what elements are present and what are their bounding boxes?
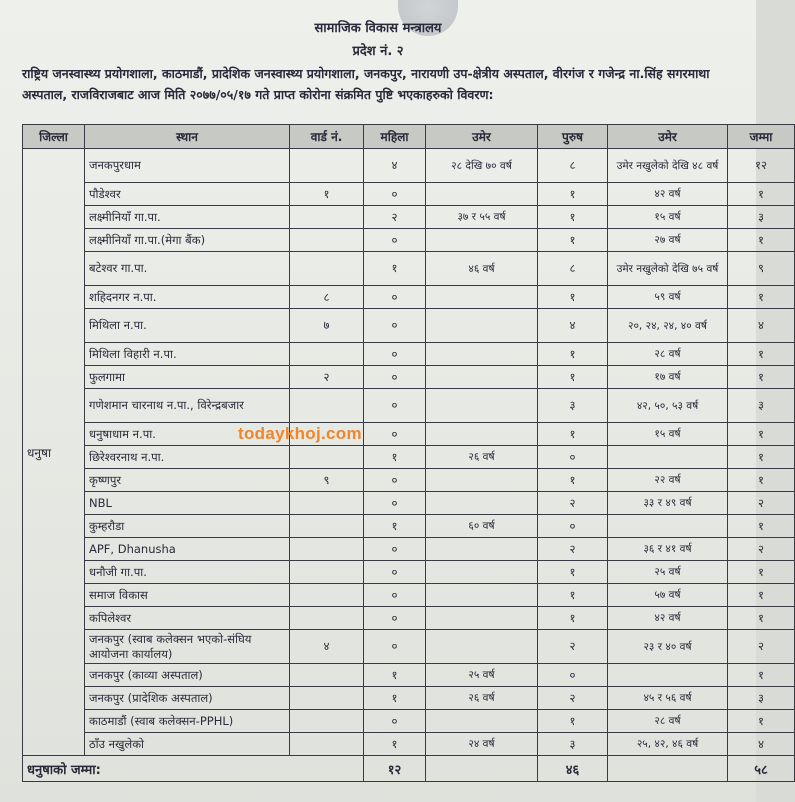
table-row: [23, 229, 795, 252]
total-cell: १: [728, 366, 795, 389]
female-count-cell: ०: [364, 607, 426, 630]
female-age-cell: [426, 423, 538, 446]
male-age-cell: २२ वर्ष: [608, 469, 728, 492]
ward-cell: [290, 561, 364, 584]
table-row: [23, 630, 795, 664]
male-age-cell: २०, २४, २४, ४० वर्ष: [608, 309, 728, 343]
female-count-cell: ०: [364, 584, 426, 607]
total-cell: ९: [728, 252, 795, 286]
place-cell: जनकपुर (प्रादेशिक अस्पताल): [85, 687, 290, 710]
table-row: [23, 469, 795, 492]
female-count-cell: ०: [364, 423, 426, 446]
ward-cell: [290, 515, 364, 538]
total-cell: ३: [728, 389, 795, 423]
female-age-cell: [426, 366, 538, 389]
male-age-cell: उमेर नखुलेको देखि ७५ वर्ष: [608, 252, 728, 286]
col-female-age: उमेर: [426, 125, 538, 149]
place-cell: काठमाडौं (स्वाब कलेक्सन-PPHL): [85, 710, 290, 733]
ward-cell: [290, 446, 364, 469]
table-row: [23, 286, 795, 309]
male-age-cell: २३ र ४० वर्ष: [608, 630, 728, 664]
table-row: [23, 607, 795, 630]
female-age-cell: २६ वर्ष: [426, 687, 538, 710]
total-male: ४६: [538, 756, 608, 782]
table-row: [23, 492, 795, 515]
table-row: [23, 366, 795, 389]
female-count-cell: ०: [364, 229, 426, 252]
ward-cell: [290, 710, 364, 733]
place-cell: बटेश्वर गा.पा.: [85, 252, 290, 286]
female-count-cell: ०: [364, 183, 426, 206]
male-age-cell: ५९ वर्ष: [608, 286, 728, 309]
male-age-cell: २८ वर्ष: [608, 710, 728, 733]
female-age-cell: [426, 229, 538, 252]
place-cell: कुम्हरौडा: [85, 515, 290, 538]
total-cell: ३: [728, 687, 795, 710]
female-age-cell: [426, 389, 538, 423]
male-count-cell: २: [538, 687, 608, 710]
watermark-text: todaykhoj.com: [238, 424, 362, 443]
male-age-cell: २५, ४२, ४६ वर्ष: [608, 733, 728, 756]
male-count-cell: ८: [538, 252, 608, 286]
document-header: [0, 0, 756, 124]
table-row: [23, 515, 795, 538]
female-age-cell: [426, 286, 538, 309]
table-header-row: [23, 125, 795, 149]
place-cell: मिथिला न.पा.: [85, 309, 290, 343]
female-age-cell: [426, 630, 538, 664]
col-male-age: उमेर: [608, 125, 728, 149]
ward-cell: [290, 343, 364, 366]
total-cell: २: [728, 492, 795, 515]
female-age-cell: [426, 343, 538, 366]
total-cell: २: [728, 630, 795, 664]
male-age-cell: ५७ वर्ष: [608, 584, 728, 607]
female-age-cell: २४ वर्ष: [426, 733, 538, 756]
place-cell: APF, Dhanusha: [85, 538, 290, 561]
male-age-cell: ३६ र ४१ वर्ष: [608, 538, 728, 561]
male-age-cell: [608, 515, 728, 538]
female-age-cell: [426, 607, 538, 630]
place-cell: जनकपुर (काव्या अस्पताल): [85, 664, 290, 687]
ward-cell: २: [290, 366, 364, 389]
male-count-cell: २: [538, 630, 608, 664]
total-row: [23, 756, 795, 782]
total-cell: १२: [728, 149, 795, 183]
table-row: [23, 206, 795, 229]
male-count-cell: ३: [538, 733, 608, 756]
ward-cell: ८: [290, 286, 364, 309]
col-place: स्थान: [85, 125, 290, 149]
ward-cell: १: [290, 183, 364, 206]
female-count-cell: ४: [364, 149, 426, 183]
male-count-cell: ३: [538, 389, 608, 423]
place-cell: कपिलेश्वर: [85, 607, 290, 630]
total-female: १२: [364, 756, 426, 782]
table-row: [23, 584, 795, 607]
place-cell: गणेशमान चारनाथ न.पा., विरेन्द्रबजार: [85, 389, 290, 423]
total-cell: ४: [728, 733, 795, 756]
col-ward: वार्ड नं.: [290, 125, 364, 149]
table-row: [23, 446, 795, 469]
table-row: [23, 252, 795, 286]
col-male: पुरुष: [538, 125, 608, 149]
male-count-cell: १: [538, 710, 608, 733]
total-cell: १: [728, 286, 795, 309]
report-description: राष्ट्रिय जनस्वास्थ्य प्रयोगशाला, काठमाडौं, प्रादेशिक जनस्वास्थ्य प्रयोगशाला, जनकपुर, नारायणी उप-क्षेत्रीय अस्पताल, वीरगंज र गजेन्द्र ना.सिंह सगरमाथा अस्पताल, राजविराजबाट आज मिति २०७७/०५/१७ गते प्राप्त कोरोना संक्रमित पुष्टि भएकाहरुको विवरण:: [22, 66, 710, 102]
male-count-cell: २: [538, 538, 608, 561]
ward-cell: [290, 584, 364, 607]
place-cell: मिथिला विहारी न.पा.: [85, 343, 290, 366]
female-count-cell: १: [364, 733, 426, 756]
ward-cell: [290, 149, 364, 183]
female-age-cell: [426, 492, 538, 515]
female-age-cell: [426, 309, 538, 343]
female-count-cell: १: [364, 515, 426, 538]
table-row: [23, 538, 795, 561]
district-cell: धनुषा: [23, 149, 85, 756]
table-row: [23, 561, 795, 584]
male-count-cell: १: [538, 607, 608, 630]
male-count-cell: ८: [538, 149, 608, 183]
male-age-cell: २५ वर्ष: [608, 561, 728, 584]
male-age-cell: ३३ र ४९ वर्ष: [608, 492, 728, 515]
female-count-cell: ०: [364, 309, 426, 343]
ward-cell: [290, 664, 364, 687]
col-female: महिला: [364, 125, 426, 149]
total-cell: २: [728, 538, 795, 561]
total-cell: ३: [728, 206, 795, 229]
place-cell: लक्ष्मीनियाँ गा.पा.(मेगा बैंक): [85, 229, 290, 252]
place-cell: धनौजी गा.पा.: [85, 561, 290, 584]
male-age-cell: १५ वर्ष: [608, 423, 728, 446]
male-count-cell: १: [538, 206, 608, 229]
male-count-cell: १: [538, 584, 608, 607]
male-count-cell: १: [538, 469, 608, 492]
col-total: जम्मा: [728, 125, 795, 149]
female-count-cell: ०: [364, 389, 426, 423]
female-count-cell: १: [364, 446, 426, 469]
male-count-cell: ४: [538, 309, 608, 343]
table-row: [23, 389, 795, 423]
table-row: [23, 149, 795, 183]
ward-cell: [290, 538, 364, 561]
ward-cell: [290, 492, 364, 515]
total-cell: ४: [728, 309, 795, 343]
male-age-cell: २७ वर्ष: [608, 229, 728, 252]
place-cell: जनकपुर (स्वाब कलेक्सन भएको-संघिय आयोजना कार्यालय): [85, 630, 290, 664]
male-count-cell: ०: [538, 664, 608, 687]
place-cell: धनुषाधाम न.पा.: [85, 423, 290, 446]
female-age-cell: २६ वर्ष: [426, 446, 538, 469]
covid-cases-table: [22, 124, 795, 782]
male-age-cell: ४२, ५०, ५३ वर्ष: [608, 389, 728, 423]
table-row: [23, 309, 795, 343]
male-age-cell: ४५ र ५६ वर्ष: [608, 687, 728, 710]
place-cell: समाज विकास: [85, 584, 290, 607]
total-cell: १: [728, 710, 795, 733]
table-row: [23, 423, 795, 446]
ward-cell: [290, 389, 364, 423]
ward-cell: [290, 607, 364, 630]
male-count-cell: १: [538, 561, 608, 584]
ward-cell: [290, 733, 364, 756]
total-cell: १: [728, 183, 795, 206]
female-age-cell: [426, 469, 538, 492]
total-cell: १: [728, 664, 795, 687]
female-count-cell: १: [364, 664, 426, 687]
place-cell: छिरेश्वरनाथ न.पा.: [85, 446, 290, 469]
female-age-cell: [426, 183, 538, 206]
male-age-cell: २८ वर्ष: [608, 343, 728, 366]
male-age-cell: १५ वर्ष: [608, 206, 728, 229]
total-cell: १: [728, 343, 795, 366]
total-cell: १: [728, 229, 795, 252]
female-count-cell: ०: [364, 286, 426, 309]
female-age-cell: २८ देखि ७० वर्ष: [426, 149, 538, 183]
male-age-cell: [608, 664, 728, 687]
ward-cell: [290, 252, 364, 286]
place-cell: जनकपुरधाम: [85, 149, 290, 183]
male-count-cell: १: [538, 366, 608, 389]
ward-cell: [290, 229, 364, 252]
male-age-cell: १७ वर्ष: [608, 366, 728, 389]
male-count-cell: १: [538, 286, 608, 309]
total-cell: १: [728, 584, 795, 607]
male-count-cell: ०: [538, 515, 608, 538]
female-count-cell: ०: [364, 366, 426, 389]
female-count-cell: २: [364, 206, 426, 229]
table-row: [23, 343, 795, 366]
ward-cell: [290, 687, 364, 710]
col-district: जिल्ला: [23, 125, 85, 149]
total-sum: ५८: [728, 756, 795, 782]
total-female-age-empty: [426, 756, 538, 782]
total-label: धनुषाको जम्मा:: [23, 756, 364, 782]
total-cell: १: [728, 607, 795, 630]
male-count-cell: १: [538, 343, 608, 366]
male-count-cell: १: [538, 229, 608, 252]
male-age-cell: ४२ वर्ष: [608, 183, 728, 206]
male-age-cell: [608, 446, 728, 469]
table-row: [23, 183, 795, 206]
female-count-cell: ०: [364, 343, 426, 366]
female-age-cell: [426, 584, 538, 607]
female-age-cell: ३७ र ५५ वर्ष: [426, 206, 538, 229]
female-age-cell: ६० वर्ष: [426, 515, 538, 538]
total-cell: १: [728, 446, 795, 469]
table-row: [23, 710, 795, 733]
place-cell: लक्ष्मीनियाँ गा.पा.: [85, 206, 290, 229]
male-count-cell: ०: [538, 446, 608, 469]
female-count-cell: ०: [364, 561, 426, 584]
ward-cell: ४: [290, 630, 364, 664]
province-title: प्रदेश नं. २: [352, 44, 404, 59]
ministry-title: सामाजिक विकास मन्त्रालय: [314, 21, 442, 36]
place-cell: फुलगामा: [85, 366, 290, 389]
table-row: [23, 687, 795, 710]
table-row: [23, 733, 795, 756]
total-cell: १: [728, 423, 795, 446]
place-cell: NBL: [85, 492, 290, 515]
female-count-cell: ०: [364, 630, 426, 664]
ward-cell: [290, 206, 364, 229]
female-age-cell: [426, 561, 538, 584]
female-count-cell: ०: [364, 469, 426, 492]
male-count-cell: १: [538, 183, 608, 206]
female-count-cell: ०: [364, 492, 426, 515]
total-male-age-empty: [608, 756, 728, 782]
table-row: [23, 664, 795, 687]
female-age-cell: [426, 710, 538, 733]
male-age-cell: उमेर नखुलेको देखि ४८ वर्ष: [608, 149, 728, 183]
female-age-cell: २५ वर्ष: [426, 664, 538, 687]
female-age-cell: [426, 538, 538, 561]
ward-cell: ९: [290, 469, 364, 492]
place-cell: शहिदनगर न.पा.: [85, 286, 290, 309]
female-count-cell: १: [364, 252, 426, 286]
male-count-cell: १: [538, 423, 608, 446]
male-count-cell: २: [538, 492, 608, 515]
place-cell: पौडेश्वर: [85, 183, 290, 206]
total-cell: १: [728, 561, 795, 584]
ward-cell: ७: [290, 309, 364, 343]
female-count-cell: ०: [364, 538, 426, 561]
female-count-cell: १: [364, 687, 426, 710]
female-age-cell: ४६ वर्ष: [426, 252, 538, 286]
total-cell: १: [728, 515, 795, 538]
male-age-cell: ४२ वर्ष: [608, 607, 728, 630]
place-cell: कृष्णपुर: [85, 469, 290, 492]
female-count-cell: ०: [364, 710, 426, 733]
place-cell: ठाँउ नखुलेको: [85, 733, 290, 756]
total-cell: १: [728, 469, 795, 492]
